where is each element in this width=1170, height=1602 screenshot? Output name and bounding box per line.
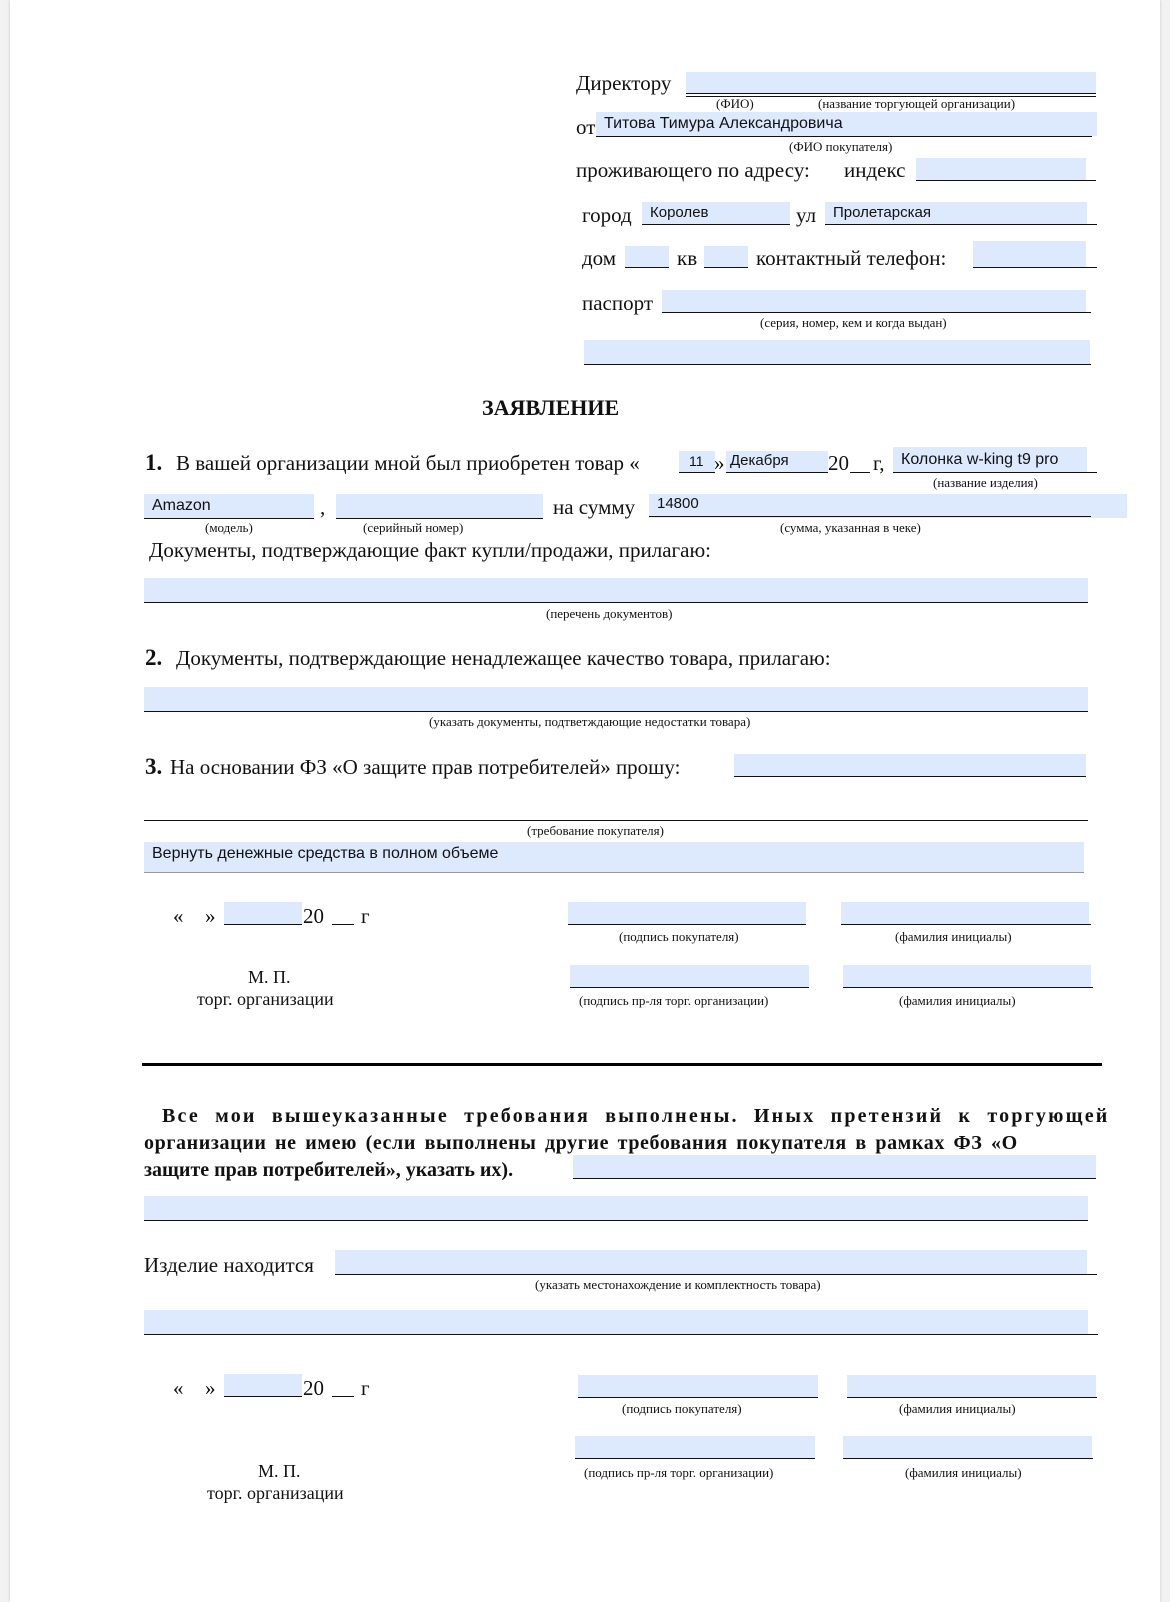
year-underline: [332, 924, 354, 925]
caption-org-name: (название торгующей организации): [818, 96, 1016, 111]
document-page: [10, 0, 1160, 1602]
underline: [726, 472, 828, 473]
caption-model: (модель): [205, 520, 253, 535]
buyer-fio-field[interactable]: [596, 112, 1097, 136]
demand-value: Вернуть денежные средства в полном объеме: [152, 845, 499, 862]
docs-sale-field[interactable]: [144, 578, 1088, 602]
underline: [843, 1458, 1093, 1459]
underline: [584, 364, 1091, 365]
underline: [847, 1397, 1097, 1398]
apt-field[interactable]: [704, 246, 748, 267]
underline: [973, 267, 1097, 268]
date-quote-close: »: [205, 904, 216, 928]
purchase-day-field[interactable]: [679, 451, 715, 472]
org-rep-initials-field-2[interactable]: [843, 1436, 1092, 1458]
comma: ,: [320, 495, 326, 519]
phone-field[interactable]: [973, 241, 1086, 267]
street-label: ул: [796, 203, 817, 227]
purchase-month-value: Декабря: [730, 452, 789, 469]
year-suffix: г,: [873, 451, 885, 475]
address-label: проживающего по адресу:: [576, 158, 810, 182]
underline: [704, 267, 748, 268]
buyer-signature-field[interactable]: [568, 902, 806, 924]
underline: [224, 1396, 302, 1397]
stamp-org: торг. организации: [207, 1483, 344, 1503]
from-label: от: [576, 115, 596, 139]
index-field[interactable]: [916, 158, 1086, 180]
underline: [144, 820, 1088, 821]
underline: [649, 516, 1091, 517]
demand-field[interactable]: [734, 754, 1086, 776]
item-2-text: Документы, подтверждающие ненадлежащее качество товара, прилагаю:: [176, 646, 831, 670]
caption-initials: (фамилия инициалы): [895, 929, 1012, 944]
caption-location: (указать местонахождение и комплектность товара): [535, 1277, 821, 1292]
date-quote-open: «: [173, 1376, 184, 1400]
underline: [825, 224, 1097, 225]
quote-close: »: [714, 451, 725, 475]
sign1-date-field[interactable]: [224, 902, 302, 924]
year-prefix: 20: [303, 1376, 324, 1400]
final-text-line3: защите прав потребителей», указать их).: [144, 1159, 514, 1181]
document-title: ЗАЯВЛЕНИЕ: [482, 395, 620, 420]
passport-field[interactable]: [662, 290, 1086, 312]
org-rep-signature-field[interactable]: [570, 965, 809, 987]
section-divider: [142, 1063, 1102, 1066]
buyer-initials-field-2[interactable]: [847, 1375, 1096, 1397]
passport-field-line2[interactable]: [584, 340, 1090, 364]
buyer-fio-value: Титова Тимура Александровича: [604, 115, 843, 132]
location-field-line2[interactable]: [144, 1310, 1088, 1334]
year-prefix: 20: [828, 451, 849, 475]
director-fio-field[interactable]: [686, 72, 1096, 94]
underline: [144, 1220, 1088, 1221]
caption-buyer-signature: (подпись покупателя): [619, 929, 739, 944]
year-underline: [332, 1396, 354, 1397]
caption-buyer-fio: (ФИО покупателя): [789, 139, 893, 154]
product-name-value: Колонка w-king t9 pro: [901, 451, 1059, 468]
underline: [144, 518, 314, 519]
underline: [568, 924, 806, 925]
underline: [916, 180, 1096, 181]
index-label: индекс: [844, 158, 906, 182]
model-value: Amazon: [152, 497, 211, 514]
other-requirements-field[interactable]: [573, 1155, 1096, 1178]
location-field[interactable]: [335, 1250, 1087, 1274]
caption-product: (название изделия): [933, 475, 1038, 490]
underline: [596, 136, 1092, 137]
city-field[interactable]: [642, 202, 790, 224]
product-name-field[interactable]: [893, 447, 1087, 472]
house-field[interactable]: [625, 246, 669, 267]
sign2-date-field[interactable]: [224, 1374, 302, 1396]
caption-serial: (серийный номер): [363, 520, 464, 535]
stamp-mp: М. П.: [258, 1461, 301, 1481]
underline: [734, 776, 1086, 777]
purchase-day-value: 11: [689, 453, 704, 469]
docs-sale-text: Документы, подтверждающие факт купли/продажи, прилагаю:: [149, 538, 711, 562]
underline: [662, 312, 1091, 313]
year-underline: [850, 472, 870, 473]
buyer-signature-field-2[interactable]: [578, 1375, 818, 1397]
underline: [642, 224, 790, 225]
caption-docs-list: (перечень документов): [546, 606, 673, 621]
city-label: город: [582, 203, 632, 227]
caption-demand: (требование покупателя): [527, 823, 664, 838]
underline: [570, 987, 809, 988]
final-text-line1: Все мои вышеуказанные требования выполнены. Иных претензий к торгующей: [162, 1105, 1110, 1127]
city-value: Королев: [650, 204, 709, 221]
caption-initials: (фамилия инициалы): [899, 1401, 1016, 1416]
stamp-org: торг. организации: [197, 989, 334, 1009]
caption-org-signature: (подпись пр-ля торг. организации): [579, 993, 769, 1008]
final-text-line2: организации не имею (если выполнены другие требования покупателя в рамках ФЗ «О: [144, 1132, 1018, 1154]
underline: [144, 872, 1084, 873]
model-field[interactable]: [144, 494, 314, 518]
date-quote-open: «: [173, 904, 184, 928]
caption-sum: (сумма, указанная в чеке): [780, 520, 921, 535]
org-rep-signature-field-2[interactable]: [575, 1436, 815, 1458]
underline: [144, 602, 1088, 603]
sum-value: 14800: [657, 495, 699, 512]
phone-label: контактный телефон:: [756, 246, 947, 270]
underline: [893, 472, 1097, 473]
street-value: Пролетарская: [833, 204, 931, 221]
underline: [573, 1178, 1096, 1179]
apt-label: кв: [677, 246, 698, 270]
item-1-number: 1.: [145, 450, 163, 475]
item-1-text: В вашей организации мной был приобретен товар «: [176, 451, 640, 475]
serial-number-field[interactable]: [336, 494, 543, 518]
sum-field[interactable]: [649, 494, 1127, 518]
underline: [335, 1274, 1097, 1275]
buyer-initials-field[interactable]: [841, 902, 1089, 924]
demand-field-line2[interactable]: [144, 842, 1084, 872]
docs-quality-field[interactable]: [144, 687, 1088, 711]
stamp-mp: М. П.: [248, 967, 291, 987]
underline: [841, 924, 1091, 925]
sum-label: на сумму: [553, 495, 636, 519]
location-label: Изделие находится: [144, 1253, 314, 1277]
underline: [679, 472, 715, 473]
item-3-number: 3.: [145, 754, 163, 779]
purchase-month-field[interactable]: [726, 451, 828, 472]
underline: [575, 1458, 815, 1459]
caption-initials: (фамилия инициалы): [905, 1465, 1022, 1480]
caption-buyer-signature: (подпись покупателя): [622, 1401, 742, 1416]
year-suffix: г: [361, 904, 370, 928]
year-prefix: 20: [303, 904, 324, 928]
item-2-number: 2.: [145, 645, 163, 670]
passport-label: паспорт: [582, 291, 654, 315]
caption-passport: (серия, номер, кем и когда выдан): [760, 315, 947, 330]
date-quote-close: »: [205, 1376, 216, 1400]
caption-docs-quality: (указать документы, подтветждающие недостатки товара): [429, 714, 751, 729]
caption-initials: (фамилия инициалы): [899, 993, 1016, 1008]
underline: [144, 1334, 1098, 1335]
caption-org-signature: (подпись пр-ля торг. организации): [584, 1465, 774, 1480]
underline: [144, 711, 1088, 712]
street-field[interactable]: [825, 202, 1087, 224]
underline: [625, 267, 669, 268]
org-rep-initials-field[interactable]: [843, 965, 1091, 987]
underline: [843, 987, 1093, 988]
underline: [336, 518, 543, 519]
underline: [686, 93, 1096, 94]
house-label: дом: [582, 246, 617, 270]
year-suffix: г: [361, 1376, 370, 1400]
other-requirements-field-line2[interactable]: [144, 1196, 1088, 1220]
underline: [224, 924, 302, 925]
caption-fio: (ФИО): [716, 96, 754, 111]
director-label: Директору: [576, 71, 672, 95]
underline: [578, 1397, 818, 1398]
item-3-text: На основании ФЗ «О защите прав потребителей» прошу:: [170, 755, 681, 779]
